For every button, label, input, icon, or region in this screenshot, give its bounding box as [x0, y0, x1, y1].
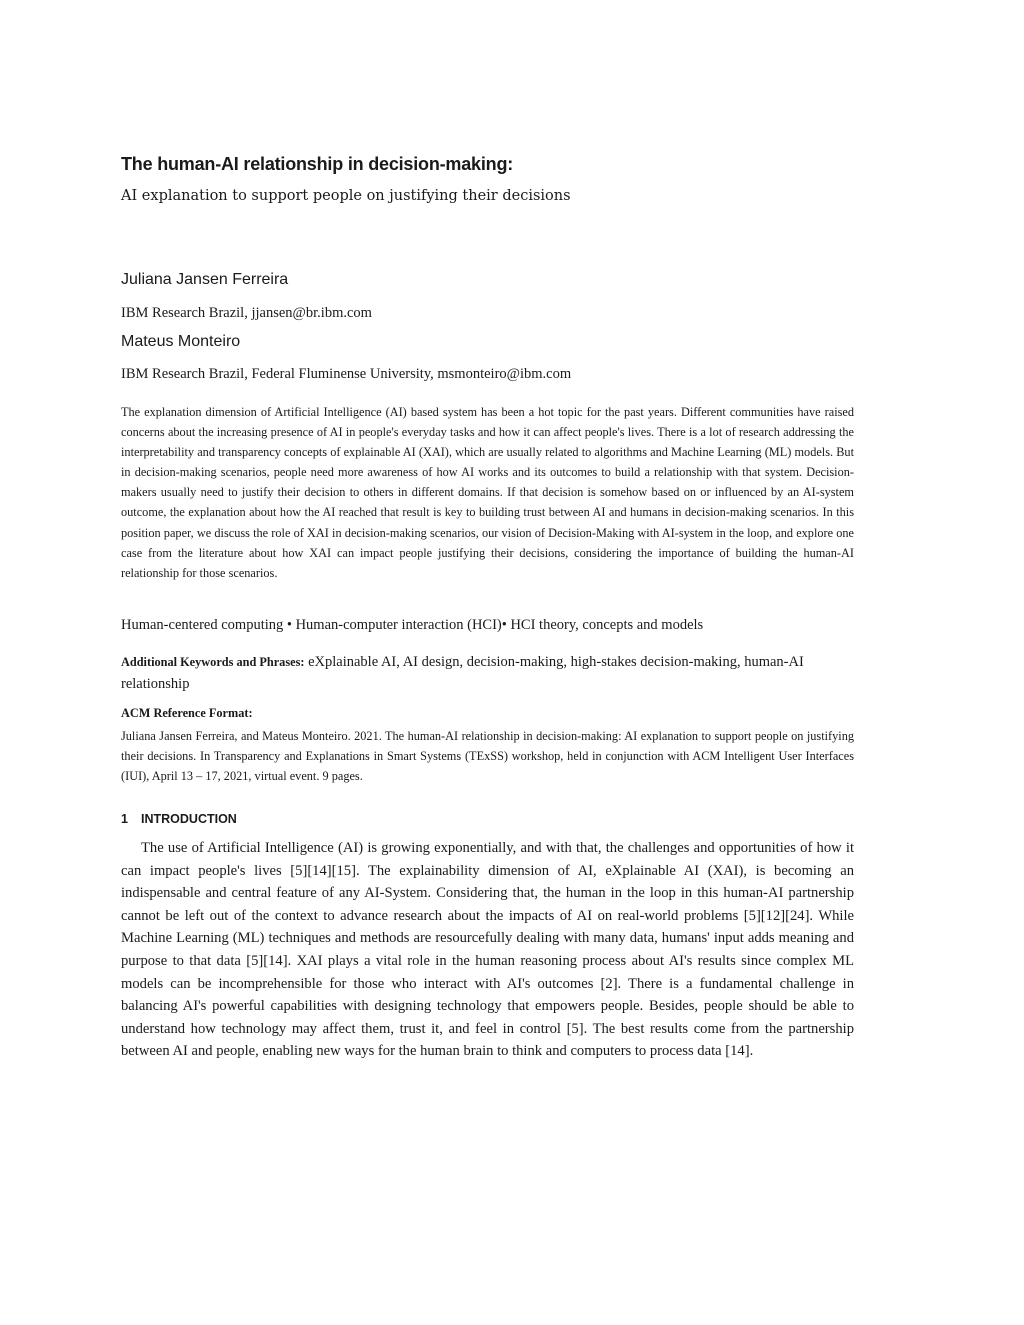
section-title: INTRODUCTION [141, 812, 237, 826]
introduction-paragraph: The use of Artificial Intelligence (AI) is growing exponentially, and with that, the challenges and opportunities of how it can impact people's lives [5][14][15]. The explainability dimension of AI, eXplainable AI (XAI), is becoming an indispensable and central feature of any AI-System. Considering that, the human in the loop in this human-AI partnership cannot be left out of the context to advance research about the impacts of AI on real-world problems [5][12][24]. While Machine Learning (ML) techniques and methods are resourcefully dealing with many data, humans' input adds meaning and purpose to that data [5][14]. XAI plays a vital role in the human reasoning process about AI's results since complex ML models can be incomprehensible for those who interact with AI's outcomes [2]. There is a fundamental challenge in balancing AI's powerful capabilities with designing technology that empowers people. Besides, people should be able to understand how technology may affect them, trust it, and feel in control [5]. The best results come from the partnership between AI and people, enabling new ways for the human brain to think and computers to process data [14]. [121, 840, 854, 1060]
keywords-label: Additional Keywords and Phrases: [121, 655, 305, 669]
author-affiliation-2: IBM Research Brazil, Federal Fluminense University, msmonteiro@ibm.com [121, 366, 572, 382]
acm-reference-label: ACM Reference Format: [121, 706, 253, 720]
paper-title: The human-AI relationship in decision-making: [121, 154, 514, 174]
section-heading [121, 812, 237, 826]
author-name-2: Mateus Monteiro [121, 333, 241, 350]
author-name-1: Juliana Jansen Ferreira [121, 271, 289, 288]
acm-reference: Juliana Jansen Ferreira, and Mateus Monteiro. 2021. The human-AI relationship in decision-making: AI explanation to support people on justifying their decisions. In Transparency and Explanations in Smart Systems (TExSS) workshop, held in conjunction with ACM Intelligent User Interfaces (IUI), April 13 – 17, 2021, virtual event. 9 pages. [121, 729, 854, 783]
paper-page [121, 0, 854, 1325]
paper-subtitle: AI explanation to support people on justifying their decisions [121, 188, 571, 204]
author-affiliation-1: IBM Research Brazil, jjansen@br.ibm.com [121, 305, 372, 321]
keywords [121, 651, 854, 695]
keywords-list: eXplainable AI, AI design, decision-making, high-stakes decision-making, human-AI relationship [121, 654, 804, 692]
abstract: The explanation dimension of Artificial Intelligence (AI) based system has been a hot topic for the past years. Different communities have raised concerns about the increasing presence of AI in people's everyday tasks and how it can affect people's lives. There is a lot of research addressing the interpretability and transparency concepts of explainable AI (XAI), which are usually related to algorithms and Machine Learning (ML) models. But in decision-making scenarios, people need more awareness of how AI works and its outcomes to build a relationship with that system. Decision-makers usually need to justify their decision to others in different domains. If that decision is somehow based on or influenced by an AI-system outcome, the explanation about how the AI reached that result is key to building trust between AI and humans in decision-making scenarios. In this position paper, we discuss the role of XAI in decision-making scenarios, our vision of Decision-Making with AI-system in the loop, and explore one case from the literature about how XAI can impact people justifying their decisions, considering the importance of building the human-AI relationship for those scenarios. [121, 405, 854, 580]
section-number: 1 [121, 812, 128, 826]
ccs-concepts: Human-centered computing • Human-computer interaction (HCI)• HCI theory, concepts and models [121, 617, 704, 633]
